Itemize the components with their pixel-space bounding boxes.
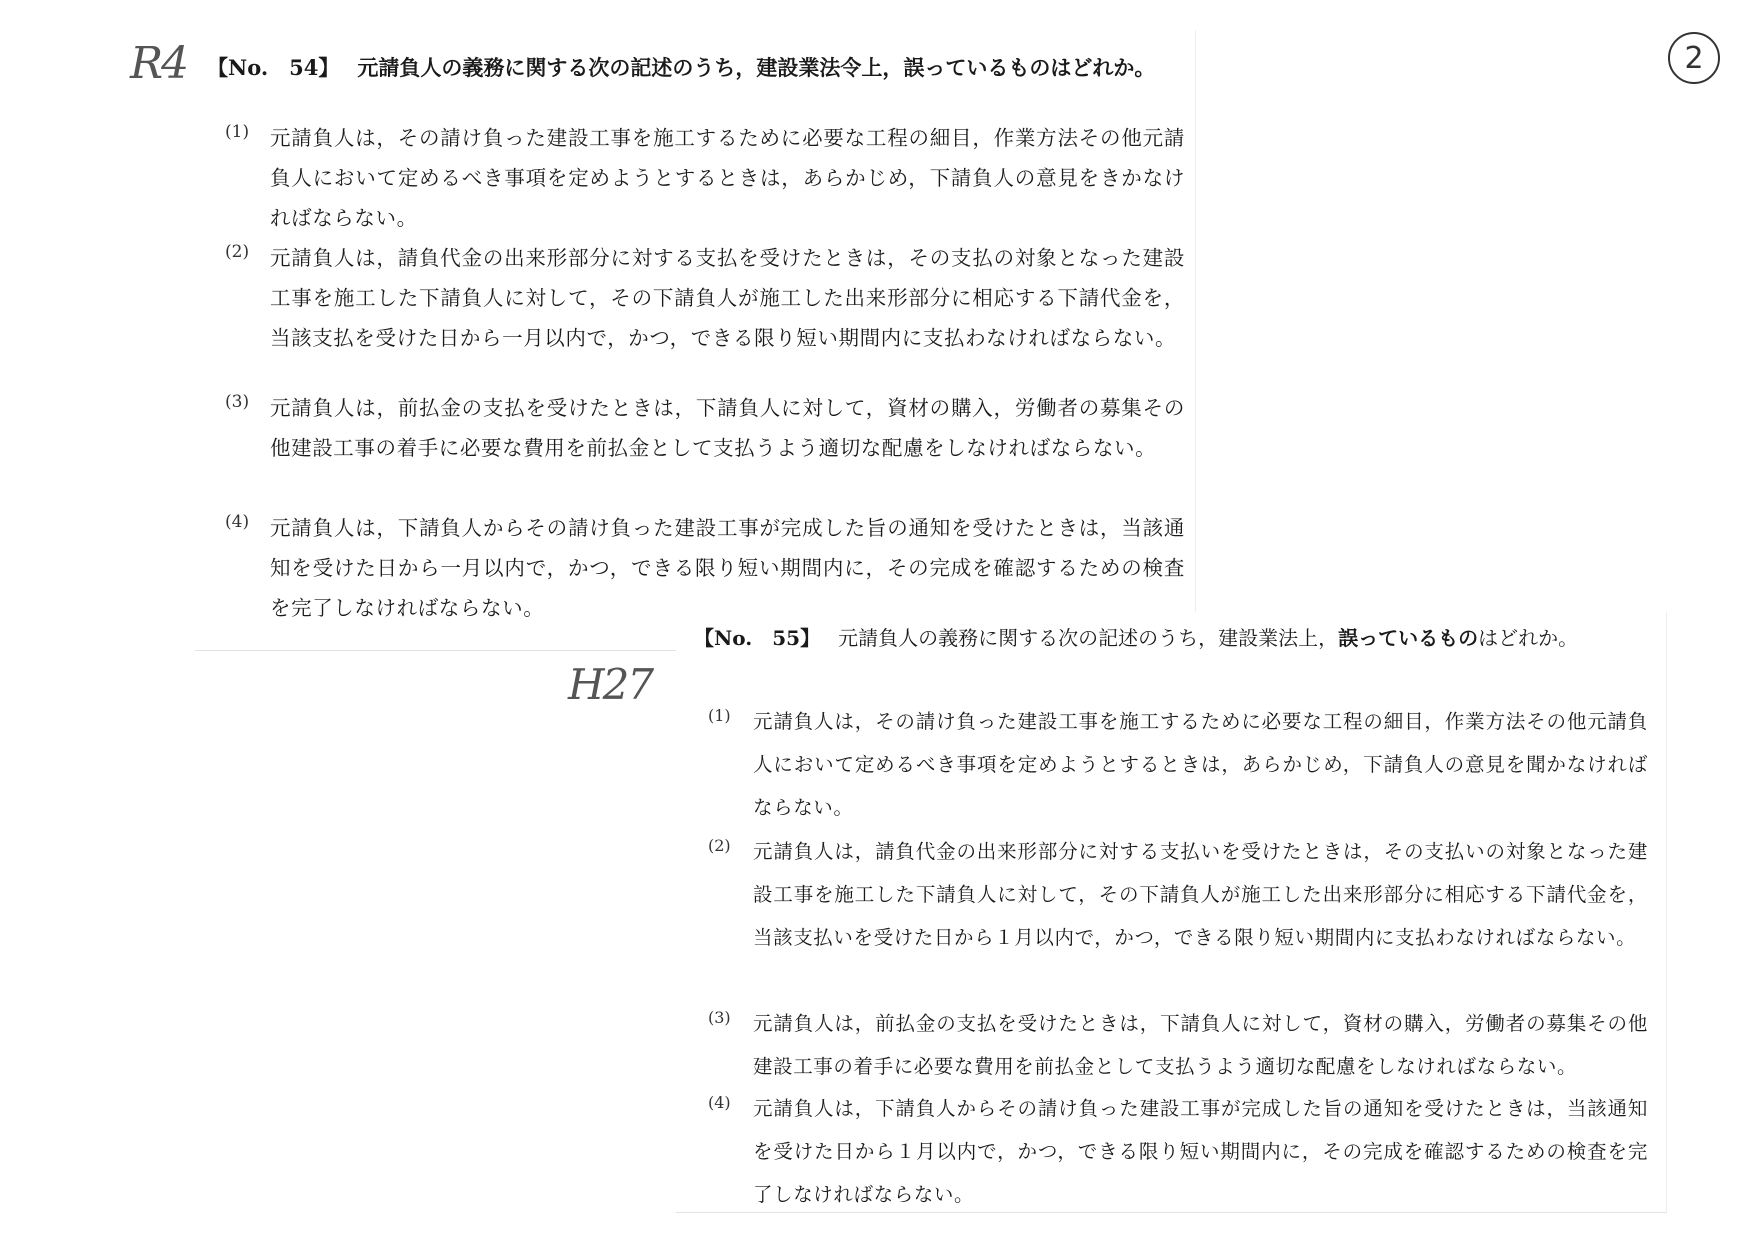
- handwritten-r4-tag: R4: [130, 38, 188, 89]
- q54-option-1-text: 元請負人は，その請け負った建設工事を施工するために必要な工程の細目，作業方法その他元請負人において定めるべき事項を定めようとするときは，あらかじめ，下請負人の意見をきかなければならない。: [270, 126, 1185, 230]
- question-55-text-before: 元請負人の義務に関する次の記述のうち，建設業法上，: [838, 626, 1339, 650]
- question-54-header: [207, 52, 1207, 82]
- q55-option-3-label: (3): [708, 1008, 731, 1027]
- q54-option-2-text: 元請負人は，請負代金の出来形部分に対する支払を受けたときは，その支払の対象となった建設工事を施工した下請負人に対して，その下請負人が施工した出来形部分に相応する下請代金を，当該支払を受けた日から一月以内で，かつ，できる限り短い期間内に支払わなければならない。: [270, 246, 1185, 350]
- q54-option-1-label: (1): [225, 122, 250, 142]
- q54-option-2-label: (2): [225, 242, 250, 262]
- q54-option-4-label: (4): [225, 512, 250, 532]
- question-55-number: 【No. 55】: [694, 626, 821, 650]
- question-54-clipping: [195, 30, 1196, 651]
- q54-option-4-text: 元請負人は，下請負人からその請け負った建設工事が完成した旨の通知を受けたときは，当該通知を受けた日から一月以内で，かつ，できる限り短い期間内に，その完成を確認するための検査を完了しなければならない。: [270, 516, 1186, 620]
- q55-option-1-text: 元請負人は，その請け負った建設工事を施工するために必要な工程の細目，作業方法その他元請負人において定めるべき事項を定めようとするときは，あらかじめ，下請負人の意見を聞かなければならない。: [753, 710, 1648, 819]
- question-54-number: 【No. 54】: [207, 55, 340, 80]
- q55-option-3-text: 元請負人は，前払金の支払を受けたときは，下請負人に対して，資材の購入，労働者の募集その他建設工事の着手に必要な費用を前払金として支払うよう適切な配慮をしなければならない。: [753, 1012, 1648, 1078]
- question-55-text-after: はどれか。: [1478, 626, 1579, 650]
- q55-option-4-label: (4): [708, 1093, 731, 1112]
- question-55-text-emphasis: 誤っているもの: [1338, 626, 1479, 650]
- question-55-header: [694, 622, 1654, 651]
- handwritten-h27-tag: H27: [568, 660, 653, 709]
- q54-option-3-label: (3): [225, 392, 250, 412]
- question-55-clipping: [676, 612, 1667, 1213]
- q55-option-1-label: (1): [708, 706, 731, 725]
- page-number-circle: 2: [1668, 32, 1720, 84]
- q55-option-2-text: 元請負人は，請負代金の出来形部分に対する支払いを受けたときは，その支払いの対象となった建設工事を施工した下請負人に対して，その下請負人が施工した出来形部分に相応する下請代金を，当該支払いを受けた日から１月以内で，かつ，できる限り短い期間内に支払わなければならない。: [753, 840, 1648, 949]
- q55-option-4-text: 元請負人は，下請負人からその請け負った建設工事が完成した旨の通知を受けたときは，当該通知を受けた日から１月以内で，かつ，できる限り短い期間内に，その完成を確認するための検査を完了しなければならない。: [753, 1097, 1648, 1206]
- q54-option-3-text: 元請負人は，前払金の支払を受けたときは，下請負人に対して，資材の購入，労働者の募集その他建設工事の着手に必要な費用を前払金として支払うよう適切な配慮をしなければならない。: [270, 396, 1185, 460]
- q55-option-2-label: (2): [708, 836, 731, 855]
- question-54-text: 元請負人の義務に関する次の記述のうち，建設業法令上，誤っているものはどれか。: [357, 55, 1156, 80]
